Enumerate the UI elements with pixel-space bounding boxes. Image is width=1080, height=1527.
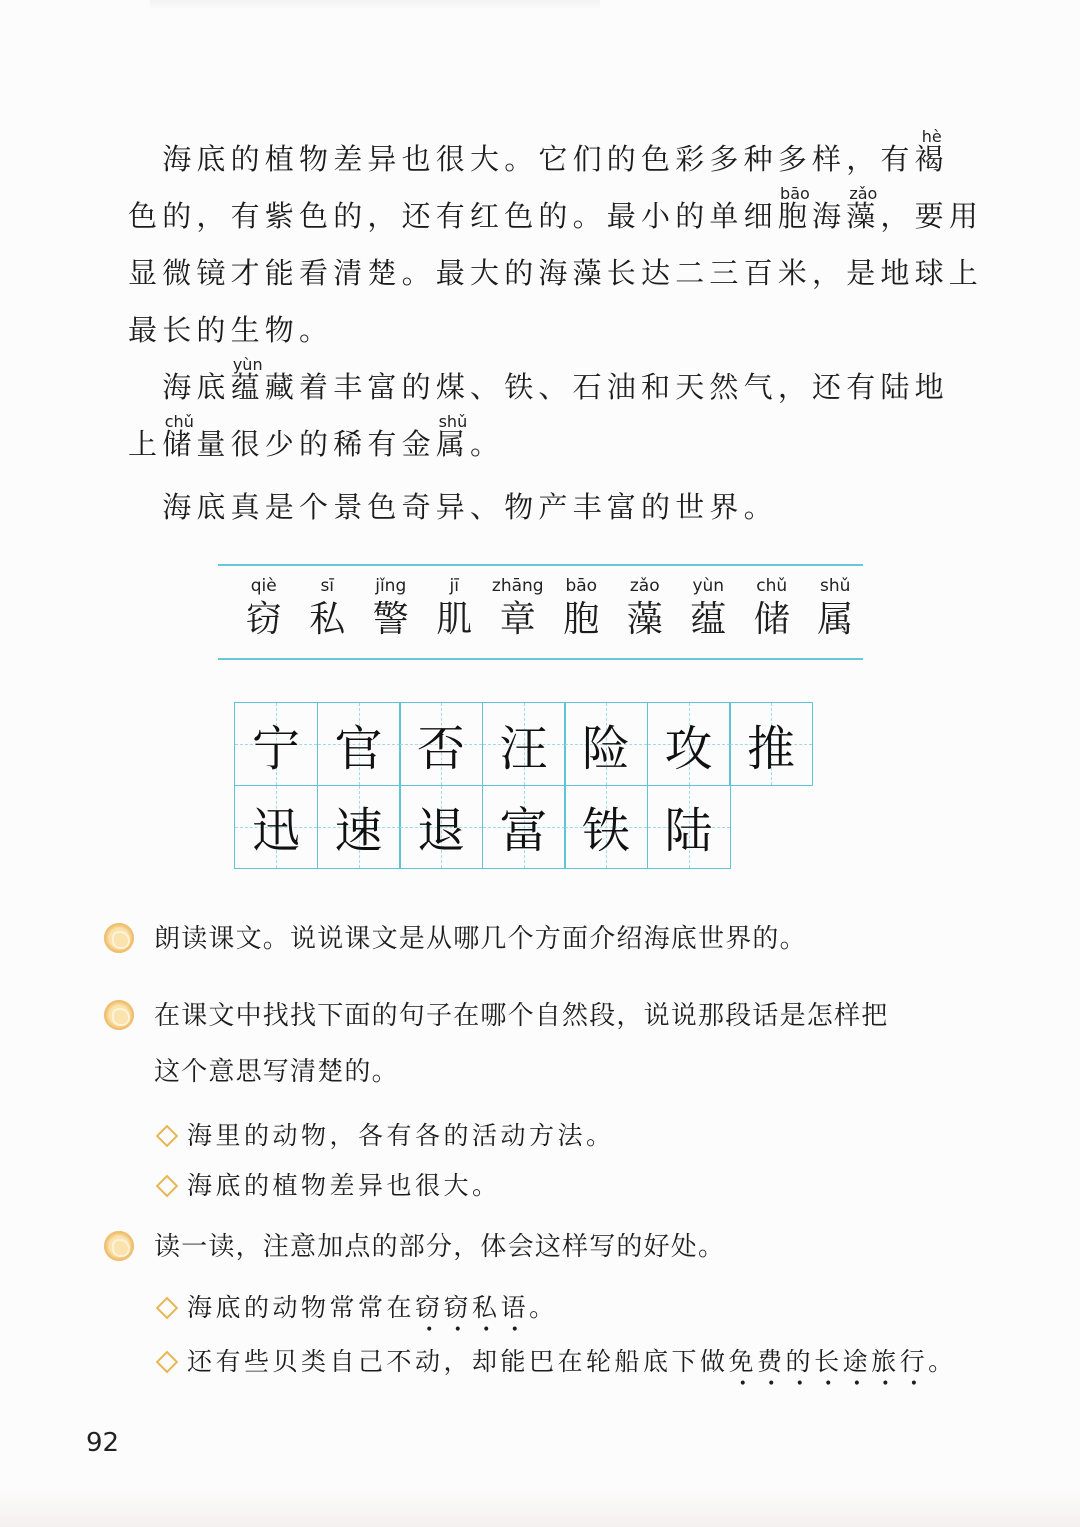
dotted-character: 途 <box>842 1347 872 1376</box>
hanzi: 宁 <box>251 720 300 777</box>
recognize-character <box>232 576 296 642</box>
diamond-bullet-icon <box>156 1175 179 1198</box>
grid-cell <box>234 785 318 869</box>
pinyin: bāo <box>780 184 810 203</box>
dotted-character: 费 <box>757 1347 786 1376</box>
pinyin: chǔ <box>164 412 194 431</box>
hanzi: 窃 <box>245 599 282 640</box>
text-segment: 海底 <box>128 370 231 404</box>
recognize-character <box>804 576 868 642</box>
grid-cell <box>399 785 483 869</box>
pinyin: qiè <box>250 576 277 596</box>
exercise-3-item-2: 还有些贝类自己不动，却能巴在轮船底下做免费的长途旅行。 <box>155 1345 957 1379</box>
grid-cell <box>482 702 566 786</box>
annotated-character: 储 chǔ <box>162 424 196 464</box>
dotted-character: 行 <box>899 1347 929 1376</box>
grid-cell <box>317 785 401 869</box>
pinyin: yùn <box>232 355 263 374</box>
passage-line <box>128 355 949 407</box>
text-segment: 色的，有紫色的，还有红色的。最小的单细 <box>128 199 778 233</box>
hanzi: 属 <box>817 599 854 640</box>
annotated-character: 褐 hè <box>915 139 949 179</box>
dotted-emphasis <box>729 1347 929 1376</box>
text-segment: 量很少的稀有金 <box>196 427 436 461</box>
exercise-3-item-1: 海底的动物常常在窃窃私语。 <box>155 1291 558 1325</box>
scan-artifact <box>0 1487 1080 1527</box>
hanzi: 铁 <box>581 803 630 859</box>
grid-cell <box>564 785 648 869</box>
annotated-character: 胞 bāo <box>778 196 812 236</box>
dotted-character: 长 <box>814 1347 843 1376</box>
writing-characters-grid <box>234 702 812 867</box>
dotted-character: 旅 <box>871 1347 900 1376</box>
hanzi: 胞 <box>563 599 600 640</box>
pinyin: hè <box>921 127 942 146</box>
text-segment: 藏着丰富的煤、铁、石油和天然气，还有陆地 <box>264 370 949 404</box>
passage-line <box>128 184 984 236</box>
hanzi: 蕴 <box>690 599 727 640</box>
exercise-2-item-2: 海底的植物差异也很大。 <box>155 1169 501 1203</box>
recognize-character <box>486 576 550 642</box>
text-segment: 最长的生物。 <box>128 313 334 347</box>
grid-cell <box>317 702 401 786</box>
passage-line <box>128 253 983 293</box>
grid-cell <box>564 702 648 786</box>
grid-row-2 <box>234 785 812 868</box>
pinyin: zǎo <box>629 576 660 596</box>
scan-artifact <box>150 0 600 10</box>
dotted-character: 语 <box>500 1293 530 1322</box>
pinyin: chǔ <box>756 576 788 596</box>
hanzi: 私 <box>309 599 346 640</box>
hanzi: 章 <box>499 599 536 640</box>
grid-cell <box>399 702 483 786</box>
hanzi: 警 <box>372 599 409 640</box>
text-segment: 海底的植物差异也很大。它们的色彩多种多样，有 <box>128 142 915 176</box>
hanzi: 陆 <box>664 803 713 859</box>
hanzi: 藻 <box>626 599 663 640</box>
pinyin: bāo <box>565 576 598 596</box>
pinyin: yùn <box>692 576 725 596</box>
dotted-emphasis <box>415 1293 529 1322</box>
hanzi: 肌 <box>436 599 473 640</box>
pinyin: zǎo <box>849 184 878 203</box>
passage-line <box>128 412 505 464</box>
hanzi: 推 <box>746 720 795 777</box>
diamond-bullet-icon <box>156 1351 179 1374</box>
annotated-character: 蕴 yùn <box>231 367 265 407</box>
hanzi: 富 <box>499 803 548 859</box>
passage-line <box>128 487 778 527</box>
pinyin: jī <box>449 576 459 596</box>
recognize-character <box>296 576 360 642</box>
recognize-character <box>740 576 804 642</box>
annotated-character: 藻 zǎo <box>846 196 880 236</box>
exercise-badge-icon <box>104 1000 134 1030</box>
dotted-character: 私 <box>472 1293 501 1322</box>
exercise-2-item-1: 海里的动物，各有各的活动方法。 <box>155 1119 615 1153</box>
recognize-character <box>423 576 487 642</box>
diamond-bullet-icon <box>156 1125 179 1148</box>
pinyin: shǔ <box>438 412 468 431</box>
grid-cell <box>729 702 813 786</box>
hanzi: 速 <box>334 803 383 859</box>
hanzi: 退 <box>416 803 465 859</box>
grid-row-1 <box>234 702 812 785</box>
exercise-badge-icon <box>104 1231 134 1261</box>
exercise-badge-icon <box>104 923 134 953</box>
text-segment: 海底真是个景色奇异、物产丰富的世界。 <box>128 490 778 524</box>
recognize-character <box>677 576 741 642</box>
recognize-character <box>550 576 614 642</box>
hanzi: 汪 <box>499 720 548 777</box>
hanzi: 储 <box>753 599 790 640</box>
text-segment: 显微镜才能看清楚。最大的海藻长达二三百米，是地球上 <box>128 256 984 290</box>
passage-line <box>128 127 949 179</box>
pinyin: jǐng <box>375 576 407 596</box>
exercise-1-text: 朗读课文。说说课文是从哪几个方面介绍海底世界的。 <box>154 923 807 953</box>
exercise-3-text: 读一读，注意加点的部分，体会这样写的好处。 <box>154 1231 726 1261</box>
hanzi: 攻 <box>664 720 713 777</box>
hanzi: 否 <box>416 720 465 777</box>
page-number: 92 <box>86 1428 120 1458</box>
text-segment: ，要用 <box>880 199 984 233</box>
hanzi: 官 <box>334 720 383 777</box>
exercise-2-text-line1: 在课文中找找下面的句子在哪个自然段，说说那段话是怎样把 <box>154 1000 889 1030</box>
diamond-bullet-icon <box>156 1297 179 1320</box>
dotted-character: 免 <box>728 1347 758 1376</box>
hanzi: 险 <box>581 720 630 777</box>
grid-cell <box>234 702 318 786</box>
pinyin: zhāng <box>491 576 544 596</box>
hanzi: 迅 <box>251 803 300 859</box>
recognize-characters-band <box>218 564 863 660</box>
text-segment: 。 <box>470 427 505 461</box>
recognize-character <box>359 576 423 642</box>
grid-cell <box>482 785 566 869</box>
pinyin: sī <box>320 576 335 596</box>
dotted-character: 窃 <box>443 1293 473 1322</box>
dotted-character: 的 <box>785 1347 815 1376</box>
pinyin: shǔ <box>820 576 851 596</box>
recognize-character <box>613 576 677 642</box>
exercise-2-text-line2: 这个意思写清楚的。 <box>154 1056 399 1086</box>
text-segment: 海 <box>812 199 847 233</box>
text-segment: 上 <box>128 427 163 461</box>
grid-cell <box>647 785 731 869</box>
passage-line <box>128 310 333 350</box>
dotted-character: 窃 <box>415 1293 444 1322</box>
grid-cell <box>647 702 731 786</box>
annotated-character: 属 shǔ <box>436 424 470 464</box>
